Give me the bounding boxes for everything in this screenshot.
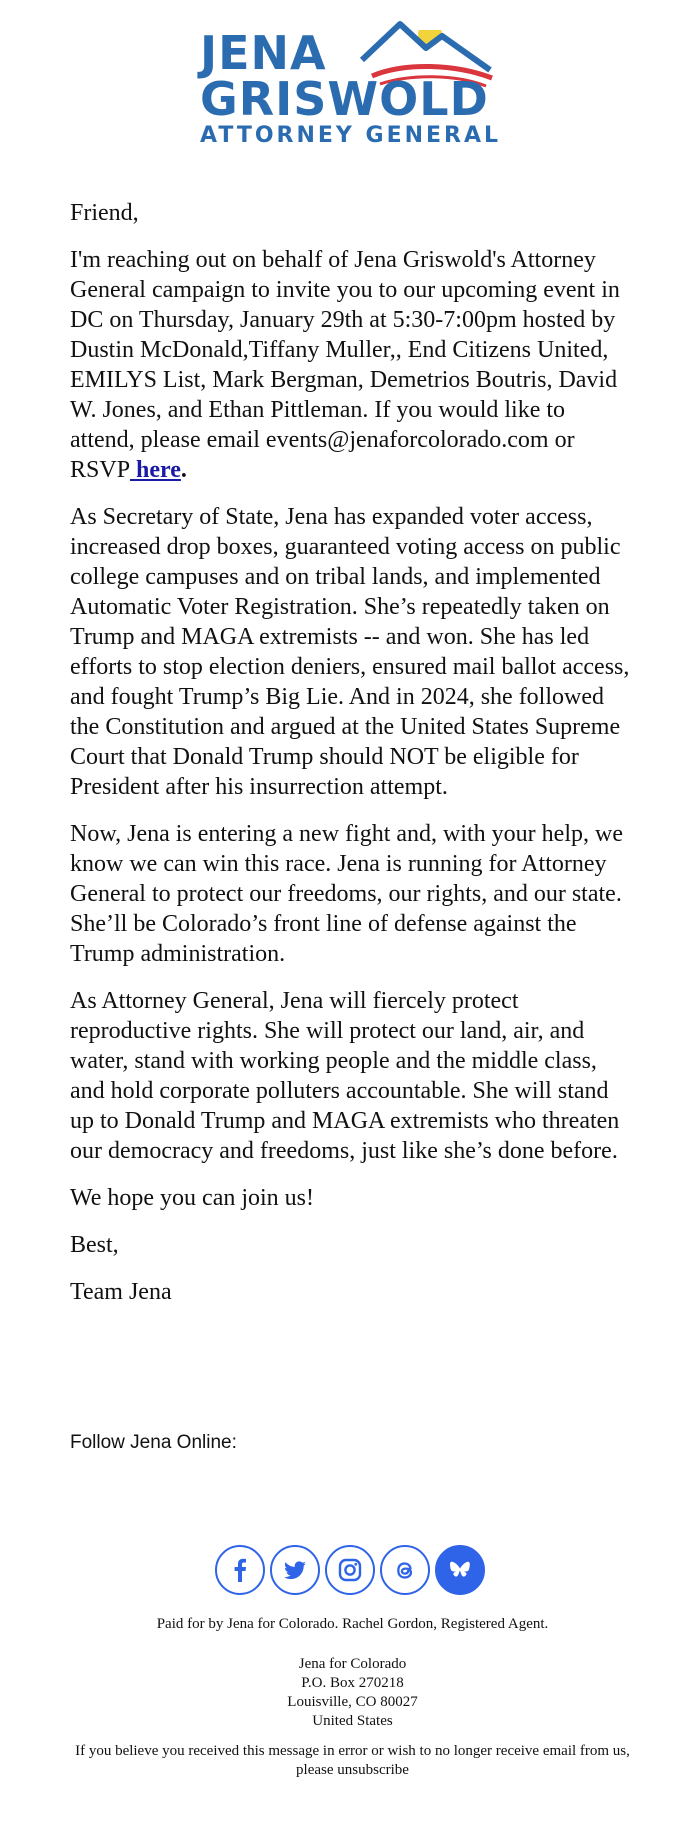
mailing-address bbox=[70, 1655, 635, 1731]
threads-link[interactable] bbox=[380, 1545, 430, 1595]
social-links bbox=[215, 1545, 485, 1599]
bluesky-icon bbox=[445, 1555, 475, 1585]
logo-last-name: GRISWOLD bbox=[200, 72, 489, 126]
paid-for-disclaimer: Paid for by Jena for Colorado. Rachel Gordon, Registered Agent. bbox=[156, 1616, 549, 1632]
greeting: Friend, bbox=[70, 200, 139, 226]
address-country: United States bbox=[312, 1713, 393, 1729]
logo-office: ATTORNEY GENERAL bbox=[200, 123, 502, 148]
twitter-icon bbox=[280, 1555, 310, 1585]
twitter-link[interactable] bbox=[270, 1545, 320, 1595]
address-po-box: P.O. Box 270218 bbox=[301, 1675, 404, 1691]
facebook-icon bbox=[225, 1555, 255, 1585]
signature: Team Jena bbox=[70, 1279, 172, 1305]
invitation-period: . bbox=[180, 457, 187, 483]
signoff: Best, bbox=[70, 1232, 119, 1258]
campaign-logo bbox=[195, 18, 505, 153]
instagram-icon bbox=[335, 1555, 365, 1585]
bluesky-link[interactable] bbox=[435, 1545, 485, 1595]
address-city: Louisville, CO 80027 bbox=[287, 1694, 418, 1710]
threads-icon bbox=[390, 1555, 420, 1585]
paragraph-invitation bbox=[70, 245, 635, 485]
paragraph-new-fight: Now, Jena is entering a new fight and, with your help, we know we can win this race. Jena is running for Attorney General to protect our freedoms, our rights, and our state. She’ll be Colorado’s front line of defense against the Trump administration. bbox=[70, 821, 623, 967]
paragraph-priorities: As Attorney General, Jena will fiercely protect reproductive rights. She will protect our land, air, and water, stand with working people and the middle class, and hold corporate polluters accountable. She will stand up to Donald Trump and MAGA extremists who threaten our democracy and freedoms, just like she’s done before. bbox=[70, 988, 620, 1164]
rsvp-link[interactable]: here bbox=[130, 457, 181, 483]
logo-first-name: JENA bbox=[200, 26, 327, 80]
instagram-link[interactable] bbox=[325, 1545, 375, 1595]
unsubscribe-notice[interactable]: If you believe you received this message in error or wish to no longer receive email from us, please unsubscribe bbox=[75, 1743, 630, 1778]
paragraph-record: As Secretary of State, Jena has expanded voter access, increased drop boxes, guaranteed voting access on public college campuses and on tribal lands, and implemented Automatic Voter Registration. She’s repeatedly taken on Trump and MAGA extremists -- and won. She has led efforts to stop election deniers, ensured mail ballot access, and fought Trump’s Big Lie. And in 2024, she followed the Constitution and argued at the United States Supreme Court that Donald Trump should NOT be eligible for President after his insurrection attempt. bbox=[70, 504, 630, 800]
facebook-link[interactable] bbox=[215, 1545, 265, 1595]
follow-label: Follow Jena Online: bbox=[70, 1432, 237, 1453]
address-org: Jena for Colorado bbox=[298, 1656, 407, 1672]
letter-body bbox=[70, 198, 635, 1324]
invitation-text: I'm reaching out on behalf of Jena Griswold's Attorney General campaign to invite you to our upcoming event in DC on Thursday, January 29th at 5:30-7:00pm hosted by Dustin McDonald,Tiffany Muller,, End Citizens United, EMILYS List, Mark Bergman, Demetrios Boutris, David W. Jones, and Ethan Pittleman. If you would like to attend, please email events@jenaforcolorado.com or RSVP bbox=[70, 247, 620, 483]
paragraph-join: We hope you can join us! bbox=[70, 1185, 315, 1211]
